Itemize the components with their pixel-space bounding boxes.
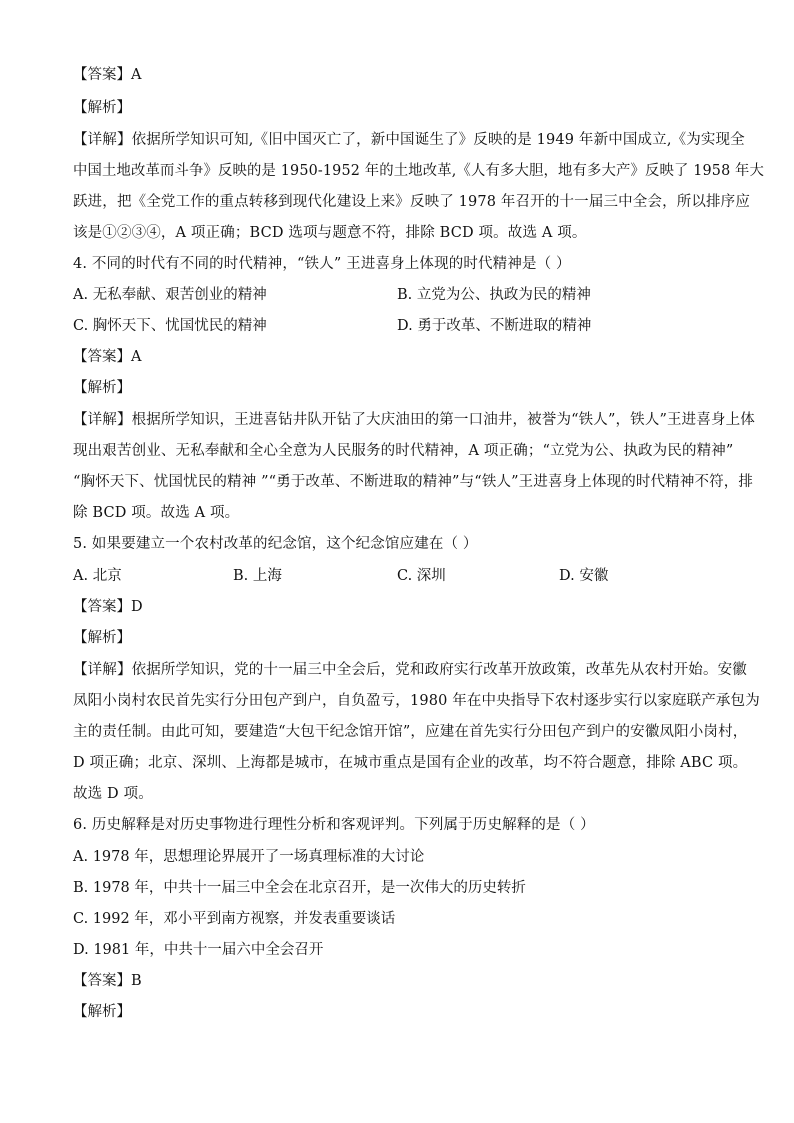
q6-answer: 【答案】B <box>73 973 142 989</box>
q5-stem: 5. 如果要建立一个农村改革的纪念馆，这个纪念馆应建在（ ） <box>73 536 478 552</box>
q5-detail-line: 凤阳小岗村农民首先实行分田包产到户，自负盈亏，1980 年在中央指导下农村逐步实行以家庭联产承包为 <box>73 693 760 709</box>
q3-answer: 【答案】A <box>73 67 142 83</box>
q4-detail-line: 现出艰苦创业、无私奉献和全心全意为人民服务的时代精神，A 项正确；“立党为公、执政为民的精神” <box>73 443 734 459</box>
q3-analysis-label: 【解析】 <box>73 100 131 116</box>
q6-analysis-label: 【解析】 <box>73 1004 131 1020</box>
q4-stem: 4. 不同的时代有不同的时代精神，“铁人” 王进喜身上体现的时代精神是（ ） <box>73 256 571 272</box>
q6-option-b: B. 1978 年，中共十一届三中全会在北京召开，是一次伟大的历史转折 <box>73 880 526 896</box>
q4-option-d: D. 勇于改革、不断进取的精神 <box>397 318 592 334</box>
q5-option-c: C. 深圳 <box>397 568 446 584</box>
q4-detail-line: 【详解】根据所学知识，王进喜钻井队开钻了大庆油田的第一口油井，被誉为“铁人”，铁人”王进喜身上体 <box>73 412 755 428</box>
q6-option-c: C. 1992 年，邓小平到南方视察，并发表重要谈话 <box>73 911 396 927</box>
q5-option-d: D. 安徽 <box>559 568 609 584</box>
q6-option-d: D. 1981 年，中共十一届六中全会召开 <box>73 942 324 958</box>
q4-answer: 【答案】A <box>73 349 142 365</box>
q5-option-b: B. 上海 <box>233 568 282 584</box>
q6-stem: 6. 历史解释是对历史事物进行理性分析和客观评判。下列属于历史解释的是（ ） <box>73 817 595 833</box>
q3-detail-line: 该是①②③④，A 项正确；BCD 选项与题意不符，排除 BCD 项。故选 A 项。 <box>73 225 587 241</box>
q5-detail-line: D 项正确；北京、深圳、上海都是城市，在城市重点是国有企业的改革，均不符合题意，排除 ABC 项。 <box>73 755 748 771</box>
q5-detail-line: 主的责任制。由此可知，要建造“大包干纪念馆开馆”，应建在首先实行分田包产到户的安徽凤阳小岗村， <box>73 724 748 740</box>
q4-analysis-label: 【解析】 <box>73 380 131 396</box>
q4-option-b: B. 立党为公、执政为民的精神 <box>397 287 591 303</box>
q3-detail-line: 跃进，把《全党工作的重点转移到现代化建设上来》反映了 1978 年召开的十一届三中全会，所以排序应 <box>73 194 750 210</box>
q4-option-c: C. 胸怀天下、忧国忧民的精神 <box>73 318 267 334</box>
q6-option-a: A. 1978 年，思想理论界展开了一场真理标准的大讨论 <box>73 849 425 865</box>
q4-option-a: A. 无私奉献、艰苦创业的精神 <box>73 287 267 303</box>
q4-detail-line: “胸怀天下、忧国忧民的精神 ”“勇于改革、不断进取的精神”与“铁人”王进喜身上体现的时代精神不符，排 <box>73 474 754 490</box>
q5-detail-line: 【详解】依据所学知识，党的十一届三中全会后，党和政府实行改革开放政策，改革先从农村开始。安徽 <box>73 662 747 678</box>
q5-analysis-label: 【解析】 <box>73 630 131 646</box>
q3-detail-line: 【详解】依据所学知识可知,《旧中国灭亡了，新中国诞生了》反映的是 1949 年新中国成立,《为实现全 <box>73 132 745 148</box>
q3-detail-line: 中国土地改革而斗争》反映的是 1950-1952 年的土地改革,《人有多大胆，地有多大产》反映了 1958 年大 <box>73 163 765 179</box>
q5-option-a: A. 北京 <box>73 568 122 584</box>
q5-detail-line: 故选 D 项。 <box>73 786 153 802</box>
q5-answer: 【答案】D <box>73 599 143 615</box>
q4-detail-line: 除 BCD 项。故选 A 项。 <box>73 505 240 521</box>
